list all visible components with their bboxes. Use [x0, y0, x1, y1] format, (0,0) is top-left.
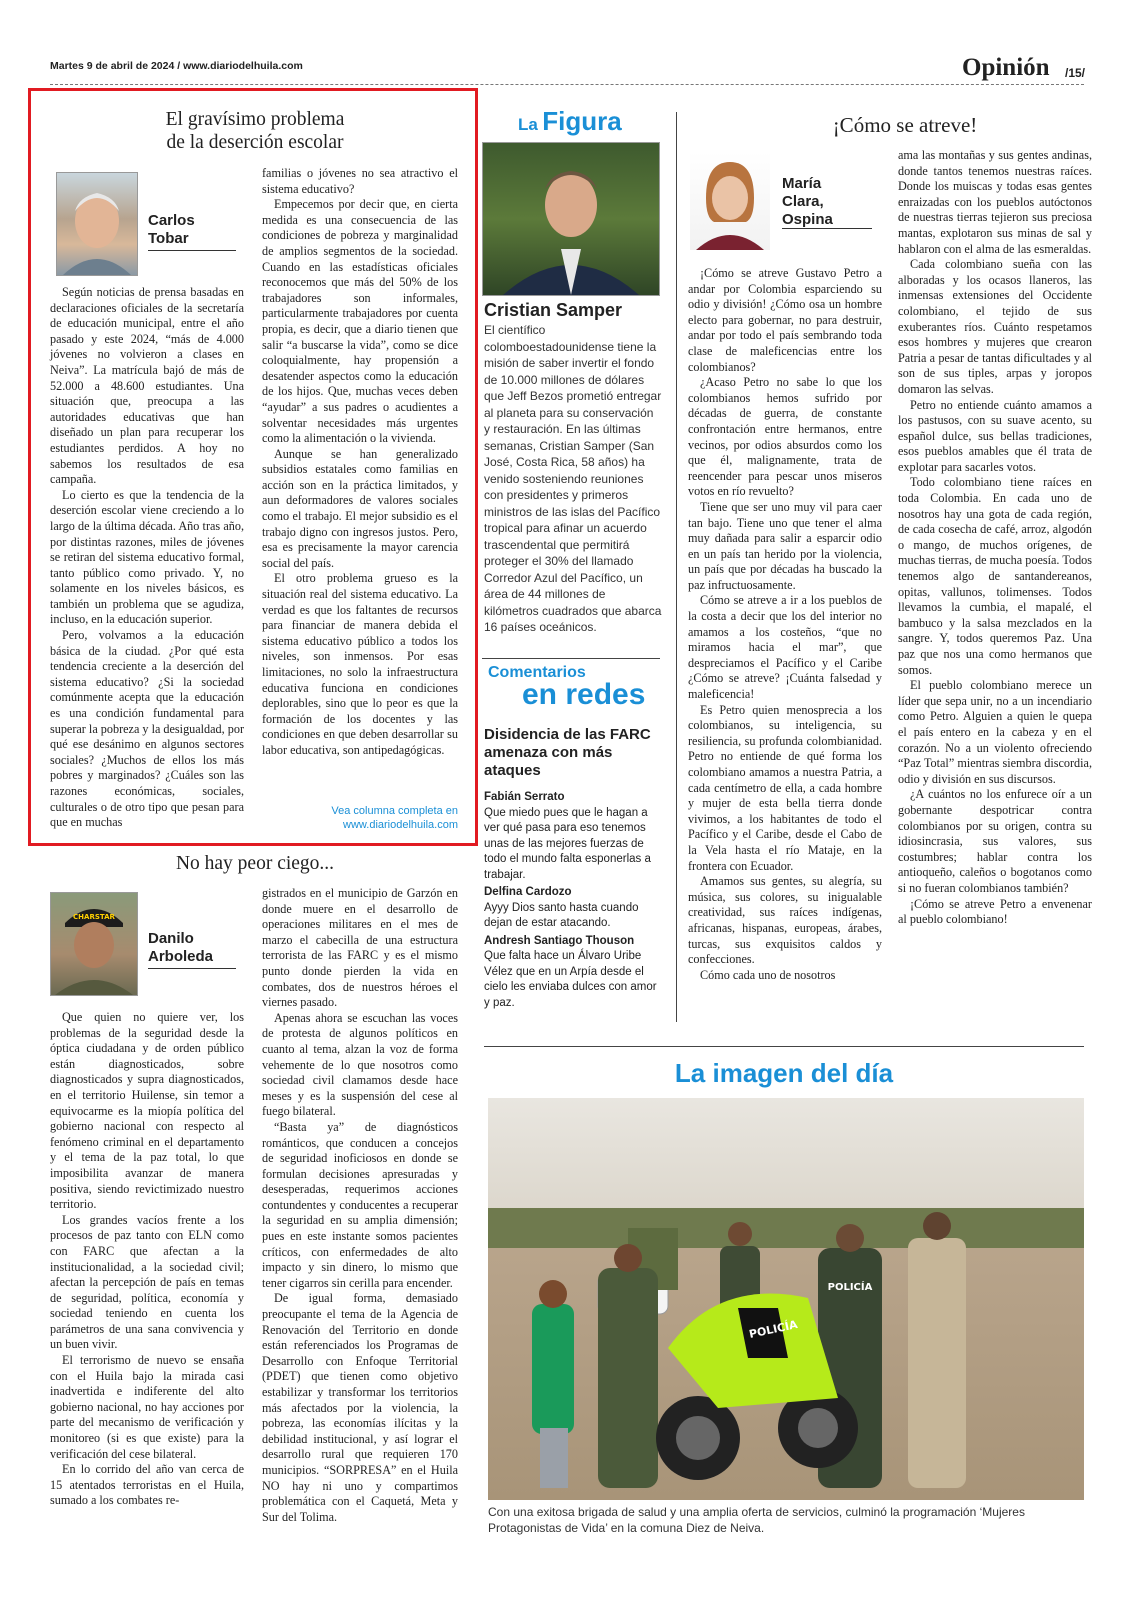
author-photo-carlos-tobar	[56, 172, 138, 276]
link-line2[interactable]: www.diariodelhuila.com	[343, 819, 458, 831]
comment-item	[484, 934, 664, 1012]
figura-divider	[482, 658, 660, 659]
figura-label-big: Figura	[542, 106, 622, 136]
author-underline	[148, 968, 236, 969]
author-name-line2: Arboleda	[148, 948, 214, 965]
comment-text: Que miedo pues que le hagan a ver qué pasa para eso tenemos unas de las mejores fuerzas de todo el mundo falta esponerlas a trabajar.	[484, 806, 651, 881]
author-name-line2: Tobar	[148, 230, 189, 247]
paragraph: El otro problema grueso es la situación real del sistema educativo. La verdad es que los faltantes de recursos para financiar de manera debida el sistema educativo público a todos los niveles, son inmensos. Por esas limitaciones, no solo la infraestructura educativa funciona en condiciones deplorables, sino que lo peor es que la formación de los docentes y las condiciones en que deben desarrollar su labor educativa, son antipedagógicas.	[262, 571, 458, 757]
paragraph: Cómo cada uno de nosotros	[700, 967, 836, 982]
paragraph: ¿A cuántos no los enfurece oír a un gobernante despotricar contra colombianos por su origen, contra su idiosincrasia, sus valores, sus costumbres; hablar contra los antioqueño, caleños o bogotanos como si no fueran colombianos también?	[898, 787, 1092, 895]
comment-text: Que falta hace un Álvaro Uribe Vélez que en un Arpía desde el cielo les enviaba dulces con amor y paz.	[484, 950, 657, 1009]
paragraph: Amamos sus gentes, su alegría, su música, sus colores, su inigualable creatividad, sus raíces indígenas, africanas, hispanas, europeas, árabes, turcas, sus exquisitos caldos y confecciones.	[688, 874, 882, 967]
redes-label-small: Comentarios	[488, 664, 586, 681]
paragraph: ama las montañas y sus gentes andinas, donde tantos tenemos nuestras raíces. Donde los muiscas y todas esas gentes enraizadas con los pueblos autóctonos de nuestras tierras tejieron sus preciosa mantas, explotaron sus minas de sal y hablaron con el alma de las esmeraldas.	[898, 148, 1092, 256]
author-name-line2: Clara,	[782, 193, 824, 210]
column-divider	[676, 112, 677, 1022]
section-title: Opinión	[962, 54, 1050, 81]
comment-author: Andresh Santiago Thouson	[484, 934, 635, 947]
author-name-line1: Danilo	[148, 930, 194, 947]
caption-line2: Protagonistas de Vida’ en la comuna Diez de Neiva.	[488, 1521, 765, 1535]
author-portrait	[690, 152, 770, 250]
redes-comments	[484, 790, 664, 1011]
author-underline	[782, 228, 872, 229]
paragraph: ¿Acaso Petro no sabe lo que los colombianos hemos sufrido por décadas de guerra, de constante confrontación entre hermanos, entre vecinos, por odios absurdos como los que él, malignamente, trata de reencender para pescar unos miseros votos en río revuelto?	[688, 375, 882, 499]
comment-author: Fabián Serrato	[484, 791, 565, 803]
paragraph: Empecemos por decir que, en cierta medida es una consecuencia de las condiciones de pobreza y marginalidad de amplios segmentos de la sociedad. Cuando en las estadísticas oficiales reconocemos que más del 50% de los trabajadores son informales, particularmente trabajadores por cuenta propia, es decir, que a diario tienen que salir “a buscarse la vida”, como se dice coloquialmente, hay propensión a desatender aspectos como la educación de los hijos. Que, muchas veces deben “ayudar” a sus padres o acudientes a solventar necesidades más urgentes como la alimentación o la vivienda.	[262, 197, 458, 446]
paragraph: Cada colombiano sueña con las alboradas y los ocasos llaneros, las inmensas extensiones del Occidente colombiano, el tejido de sus exuberantes ríos. Cuánto respetamos esos hombres y mujeres que crearon Patria a pesar de tantas dificultades y al son de sus tiples, arpas y joropos domaron las selvas.	[898, 257, 1092, 396]
author-name-carlos-tobar	[148, 212, 236, 248]
author-photo-maria-clara-ospina	[690, 152, 770, 250]
author-portrait	[57, 173, 137, 275]
article1-column2	[262, 166, 458, 759]
author-name-line3: Ospina	[782, 211, 833, 228]
paragraph: ¡Cómo se atreve Gustavo Petro a andar por Colombia esparciendo su odio y división! ¿Cómo osa un hombre electo para gobernar, no para destruir, andar por todo el país sembrando toda clase de maleficencias entre los colombianos?	[688, 266, 882, 374]
full-column-link[interactable]	[262, 804, 458, 832]
cap-text: CHARSTAR	[73, 913, 115, 921]
paragraph: Apenas ahora se escuchan las voces de protesta de algunos políticos en cuanto al tema, alzan la voz de forma vehemente de lo que nosotros como sociedad civil clamamos desde hace meses y es la suspensión del cese al fuego bilateral.	[262, 1010, 458, 1119]
paragraph: De igual forma, demasiado preocupante el tema de la Agencia de Renovación del Territorio en donde están referenciados los Programas de Desarrollo con Enfoque Territorial (PDET) que tienen como objetivo estabilizar y transformar los territorios más afectados por la violencia, la pobreza, las economías ilícitas y la debilidad institucional, y así lograr el desarrollo rural que requieren 170 municipios. “SORPRESA” en el Huila NO hay ni uno y compartimos problemática con el Caquetá, Meta y Sur del Tolima.	[262, 1291, 458, 1524]
paragraph: Petro no entiende cuánto amamos a los pastusos, con su suave acento, su español dulce, sus bellas tradiciones, esos pueblos amables que él trata de explotar para sacarles votos.	[898, 397, 1092, 474]
paragraph: Cómo se atreve a ir a los pueblos de la costa a decir que los del interior no amamos a los costeños, “que no miramos hacia el mar”, que despreciamos el Pacífico y el Caribe ¿Cómo se atreve? ¡Cuánta falsedad y maleficencia!	[688, 593, 882, 702]
redes-label-big: en redes	[522, 678, 646, 711]
article-title-line1: El gravísimo problema	[165, 109, 345, 130]
figura-label	[518, 106, 622, 137]
vest-text: POLICÍA	[827, 1282, 873, 1293]
paragraph: Todo colombiano tiene raíces en toda Colombia. En cada uno de nosotros hay una gota de cada región, de cada cosecha de café, arroz, algodón o mango, de muchos orígenes, de muchas tierras, de mucha poesía. Todos tenemos algo de santandereanos, opitas, vallunos, tolimenses. Todos llevamos la cumbia, el mapalé, el bambuco y la salsa mezclados en la sangre. Y, todos queremos Paz. Una paz que nos una como hermanos que somos.	[898, 475, 1092, 677]
paragraph: “Basta ya” de diagnósticos románticos, que conducen a concejos de seguridad inoficiosos en donde se formulan decisiones apresuradas y desesperadas, requerimos acciones contundentes y conducentes a recuperar la seguridad en su amplia dimensión; pues en este instante somos pacientes críticos, con enfermedades de alto impacto y sin dinero, lo mismo que tener cigarros sin cerilla para encender.	[262, 1119, 458, 1290]
figura-text: El científico colomboestadounidense tiene la misión de saber invertir el fondo de 10.000 millones de dólares que Jeff Bezos prometió entregar al planeta para su conservación y restauración. En las últimas semanas, Cristian Samper (San José, Costa Rica, 58 años) ha venido sosteniendo reuniones con presidentes y primeros ministros de las islas del Pacífico tropical para afinar un acuerdo trascendental que permitirá proteger el 30% del llamado Corredor Azul del Pacífico, un área de 44 millones de kilómetros cuadrados que abarca 16 países oceánicos.	[484, 323, 662, 634]
author-underline	[148, 250, 236, 251]
imagen-divider	[484, 1046, 1084, 1047]
article-title-line2: de la deserción escolar	[166, 132, 344, 153]
article1-column1	[50, 285, 244, 831]
imagen-title: La imagen del día	[674, 1058, 894, 1088]
article3-column1	[688, 266, 882, 983]
paragraph: El pueblo colombiano merece un líder que sepa unir, no a un incendiario como Petro. Alguien a quien le quepa el país entero en la cabeza y en el corazón. No a un violento ofreciendo “Paz Total” mientras siembra discordia, odio y división en sus discursos.	[898, 678, 1092, 786]
author-name-maria-clara-ospina	[782, 175, 872, 229]
imagen-photo	[488, 1098, 1084, 1500]
redes-headline: Disidencia de las FARC amenaza con más ataques	[484, 726, 651, 779]
paragraph: Pero, volvamos a la educación básica de la ciudad. ¿Por qué esta tendencia creciente a la deserción del sistema educativo? ¿Si la sociedad comúnmente acepta que la educación es una condición fundamental para superar la pobreza y la desigualdad, por qué ese desánimo en algunos sectores sociales? ¿Muchos de ellos los más pobres y marginados? ¿Cuáles son las razones económicas, sociales, culturales o de otro tipo que pesan para que en muchas	[50, 628, 244, 830]
figura-name: Cristian Samper	[484, 300, 623, 320]
paragraph: Tiene que ser uno muy vil para caer tan bajo. Tiene uno que tener el alma muy dañada para salir a esparcir odio en un país tan herido por la violencia, un país que por décadas ha buscado la paz infructuosamente.	[688, 499, 882, 592]
paragraph: Es Petro quien menosprecia a los colombianos, su inteligencia, su resiliencia, su profunda colombianidad. Petro no entiende de qué forma los colombiano amamos a nuestra Patria, a cada centímetro de ella, a cada hombre y mujer de esta bella tierra donde vivimos, a los habitantes de todo el Pacífico y el Caribe, desde el Cabo de la Vela hasta el río Mataje, en la frontera con Ecuador.	[688, 702, 882, 873]
author-photo-danilo-arboleda	[50, 892, 138, 996]
bike-text: POLICÍA	[747, 1317, 799, 1341]
article-title	[120, 108, 390, 154]
paragraph: ¡Cómo se atreve Petro a envenenar al pueblo colombiano!	[898, 896, 1092, 927]
comment-text: Ayyy Dios santo hasta cuando dejan de estar atacando.	[484, 901, 639, 929]
article3-title: ¡Cómo se atreve!	[832, 113, 978, 137]
link-line1[interactable]: Vea columna completa en	[331, 805, 458, 817]
article2-title: No hay peor ciego...	[175, 853, 335, 874]
article2-column1	[50, 1010, 244, 1509]
figura-portrait	[483, 143, 659, 295]
paragraph: gistrados en el municipio de Garzón en donde muere en el desarrollo de operaciones militares en el mes de marzo el cabecilla de una estructura terrorista de las FARC y es el mismo punto donde pierden la vida en combates, dos de nuestros héroes el viernes pasado.	[262, 886, 458, 1010]
caption-line1: Con una exitosa brigada de salud y una amplia oferta de servicios, culminó la programación ‘Mujeres	[488, 1505, 1025, 1519]
article2-column2	[262, 886, 458, 1525]
figura-label-small: La	[518, 115, 538, 134]
author-name-danilo-arboleda	[148, 930, 236, 966]
paragraph: Según noticias de prensa basadas en declaraciones oficiales de la secretaría de educación municipal, entre el año pasado y este 2024, “más de 4.000 jóvenes no volvieron a clases en Neiva”. La matrícula bajó de más de 52.000 a 48.600 estudiantes. Una situación que, preocupa a las autoridades educativas que han diseñado un plan para recuperar los estudiantes perdidos. A hoy no sabemos los resultados de esa campaña.	[50, 285, 244, 487]
paragraph: Que quien no quiere ver, los problemas de la seguridad desde la óptica ciudadana y de orden público están diagnosticados, sobre diagnosticados y supra diagnosticados, en el territorio Huilense, sin temor a equivocarme es la miopía política del gobierno nacional con respecto al fenómeno criminal en el departamento y el tema de la paz total, lo que imposibilita avanzar de manera positiva, siendo revictimizado nuestro territorio.	[50, 1010, 244, 1212]
article3-column2	[898, 148, 1092, 928]
figura-photo	[482, 142, 660, 296]
author-portrait	[51, 893, 137, 995]
comment-author: Delfina Cardozo	[484, 886, 572, 898]
page-number: /15/	[1065, 66, 1086, 80]
police-brigade-photo	[488, 1098, 1084, 1500]
comment-item	[484, 885, 664, 932]
author-name-line1: Carlos	[148, 212, 195, 229]
paragraph: Los grandes vacíos frente a los procesos de paz tanto con ELN como con FARC que afectan a la institucionalidad, a la sociedad civil; afectan la percepción de país en temas de seguridad, política, economía y sociedad teniendo en cuenta los parámetros de una sana convivencia y un buen vivir.	[50, 1212, 244, 1352]
paragraph: En lo corrido del año van cerca de 15 atentados terroristas en el Huila, sumado a los combates re-	[50, 1462, 244, 1508]
comment-item	[484, 790, 664, 883]
paragraph: Aunque se han generalizado subsidios estatales como familias en acción son en la práctica limitados, y aun deformadores de valores sociales como el trabajo. El mejor subsidio es el trabajo digno con ingresos justos. Pero, esa es precisamente la mayor carencia social del país.	[262, 446, 458, 570]
paragraph: El terrorismo de nuevo se ensaña con el Huila bajo la mirada casi inadvertida e indiferente del alto gobierno nacional, no hay acciones por parte del mecanismo de verificación y monitoreo (si es que existe) para la verificación del cese bilateral.	[50, 1353, 244, 1461]
paragraph: familias o jóvenes no sea atractivo el sistema educativo?	[262, 166, 458, 196]
header-divider	[50, 84, 1084, 85]
paragraph: Lo cierto es que la tendencia de la deserción escolar viene creciendo a lo largo de la última década. Año tras año, por distintas razones, miles de jóvenes se retiran del sistema educativo formal, tanto público como privado. Y, no solamente en los niveles básicos, es también un problema que se agudiza, incluso, en la educación superior.	[50, 487, 244, 627]
author-name-line1: María	[782, 175, 822, 192]
imagen-caption	[488, 1504, 1088, 1536]
header-date: Martes 9 de abril de 2024 / www.diariodelhuila.com	[50, 60, 303, 72]
